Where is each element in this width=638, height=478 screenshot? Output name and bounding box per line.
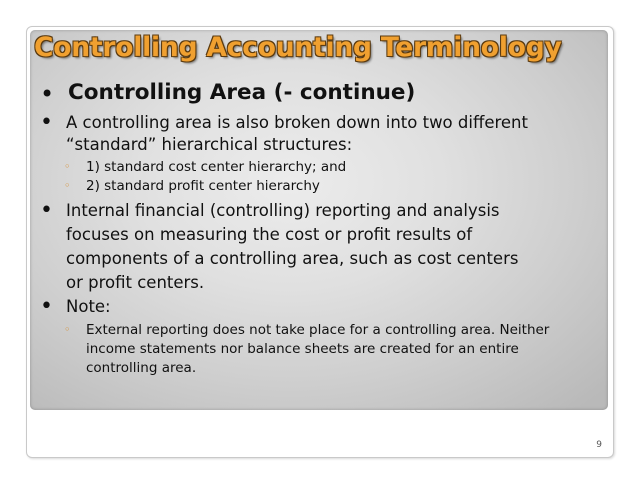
bullet-dot-icon: • <box>40 294 53 319</box>
bullet-dot-icon: • <box>40 198 53 223</box>
heading-bullet <box>40 78 600 112</box>
bullet-line-row <box>40 224 600 248</box>
bullet-line: Note: <box>66 297 111 316</box>
sub-bullet-line: controlling area. <box>86 360 197 376</box>
bullet-line-row <box>40 134 600 158</box>
slide-body <box>40 78 600 378</box>
bullet-line-row <box>40 248 600 272</box>
sub-bullet-line: 2) standard profit center hierarchy <box>86 178 320 194</box>
section-heading: Controlling Area (- continue) <box>68 80 416 105</box>
bullet-line-row <box>40 272 600 296</box>
bullet-line: components of a controlling area, such as cost centers <box>66 249 519 268</box>
page-number: 9 <box>596 440 602 450</box>
bullet-item <box>40 112 600 134</box>
bullet-line: “standard” hierarchical structures: <box>66 135 353 154</box>
bullet-line: focuses on measuring the cost or profit results of <box>66 225 473 244</box>
sub-bullet-line: 1) standard cost center hierarchy; and <box>86 159 347 175</box>
sub-bullet-line-row <box>40 359 600 378</box>
bullet-line: or profit centers. <box>66 273 205 292</box>
bullet-item <box>40 296 600 321</box>
sub-bullet-icon: ◦ <box>64 179 71 192</box>
sub-bullet-item <box>40 321 600 340</box>
bullet-line: Internal financial (controlling) reporting and analysis <box>66 201 500 220</box>
bullet-line: A controlling area is also broken down into two different <box>66 113 528 132</box>
slide-title: Controlling Accounting Terminology <box>34 32 562 63</box>
bullet-dot-icon: • <box>40 110 53 135</box>
sub-bullet-icon: ◦ <box>64 323 71 336</box>
sub-bullet-line: External reporting does not take place for a controlling area. Neither <box>86 322 550 338</box>
sub-bullet-icon: ◦ <box>64 160 71 173</box>
sub-bullet-line-row <box>40 340 600 359</box>
slide-footer <box>30 412 608 452</box>
bullet-item <box>40 200 600 224</box>
sub-bullet-line: income statements nor balance sheets are created for an entire <box>86 341 519 357</box>
sub-bullet-item <box>40 177 600 200</box>
bullet-dot-icon: • <box>40 80 55 108</box>
sub-bullet-item <box>40 158 600 177</box>
